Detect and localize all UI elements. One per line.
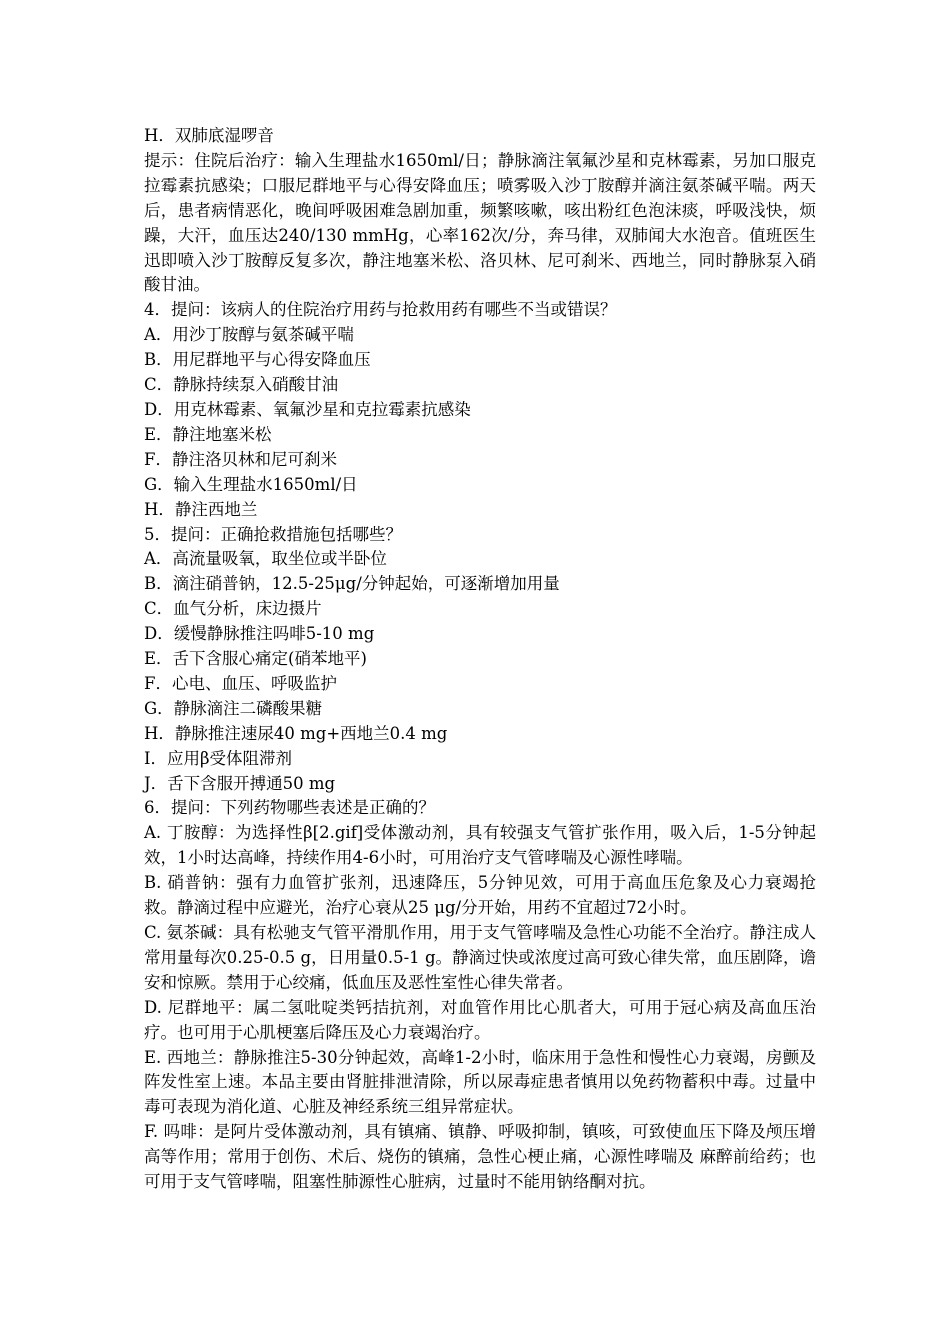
q6-option-e: E. 西地兰：静脉推注5-30分钟起效，高峰1-2小时，临床用于急性和慢性心力衰竭，房颤及阵发性室上速。本品主要由肾脏排泄清除，所以尿毒症患者慎用以免药物蓄积中毒。过量中毒可表现为消化道、心脏及神经系统三组异常症状。: [144, 1047, 816, 1117]
q4-option-g: G．输入生理盐水1650ml/日: [144, 474, 358, 494]
q6-option-a: A. 丁胺醇：为选择性β[2.gif]受体激动剂，具有较强支气管扩张作用，吸入后，1-5分钟起效，1小时达高峰，持续作用4-6小时，可用治疗支气管哮喘及心源性哮喘。: [144, 823, 816, 868]
q5-option-b: B．滴注硝普钠，12.5-25μg/分钟起始，可逐渐增加用量: [144, 574, 560, 594]
q4-option-e: E．静注地塞米松: [144, 424, 272, 444]
q4-option-d: D．用克林霉素、氧氟沙星和克拉霉素抗感染: [144, 399, 471, 419]
question-6: 6．提问：下列药物哪些表述是正确的？: [144, 798, 435, 818]
q5-option-c: C．血气分析，床边摄片: [144, 599, 322, 619]
q5-option-e: E．舌下含服心痛定(硝苯地平): [144, 649, 367, 669]
q5-option-a: A．高流量吸氧，取坐位或半卧位: [144, 549, 387, 569]
q6-option-f: F. 吗啡：是阿片受体激动剂，具有镇痛、镇静、呼吸抑制，镇咳，可致使血压下降及颅压增高等作用；常用于创伤、术后、烧伤的镇痛，急性心梗止痛，心源性哮喘及 麻醉前给药；也可用于支气管哮喘，阻塞性肺源性心脏病，过量时不能用钠络酮对抗。: [144, 1122, 816, 1192]
q6-option-c: C. 氨茶碱：具有松驰支气管平滑肌作用，用于支气管哮喘及急性心功能不全治疗。静注成人常用量每次0.25-0.5 g，日用量0.5-1 g。静滴过快或浓度过高可致心律失常，血压剧降，谵安和惊厥。禁用于心绞痛，低血压及恶性室性心律失常者。: [144, 923, 816, 992]
q5-option-j: J．舌下含服开搏通50 mg: [144, 773, 336, 793]
q4-option-a: A．用沙丁胺醇与氨茶碱平喘: [144, 325, 354, 345]
q4-option-h: H．静注西地兰: [144, 499, 258, 519]
q5-option-f: F．心电、血压、呼吸监护: [144, 673, 337, 693]
q5-option-h: H．静脉推注速尿40 mg+西地兰0.4 mg: [144, 723, 448, 743]
question-4: 4．提问：该病人的住院治疗用药与抢救用药有哪些不当或错误？: [144, 300, 617, 320]
q4-option-f: F．静注洛贝林和尼可刹米: [144, 449, 337, 469]
q6-option-b: B. 硝普钠：强有力血管扩张剂，迅速降压，5分钟见效，可用于高血压危象及心力衰竭抢救。静滴过程中应避光，治疗心衰从25 μg/分开始，用药不宜超过72小时。: [144, 873, 816, 918]
q5-option-d: D．缓慢静脉推注吗啡5-10 mg: [144, 624, 375, 644]
q5-option-g: G．静脉滴注二磷酸果糖: [144, 698, 323, 718]
option-h-bilateral-rales: H．双肺底湿啰音: [144, 126, 274, 145]
q6-option-d: D. 尼群地平：属二氢吡啶类钙拮抗剂，对血管作用比心肌者大，可用于冠心病及高血压治疗。也可用于心肌梗塞后降压及心力衰竭治疗。: [144, 997, 816, 1042]
q5-option-i: I．应用β受体阻滞剂: [144, 748, 293, 768]
q4-option-c: C．静脉持续泵入硝酸甘油: [144, 375, 339, 395]
question-5: 5．提问：正确抢救措施包括哪些？: [144, 524, 402, 544]
document-body: [144, 124, 816, 1195]
hint-paragraph: 提示：住院后治疗：输入生理盐水1650ml/日；静脉滴注氧氟沙星和克林霉素，另加口服克拉霉素抗感染；口服尼群地平与心得安降血压；喷雾吸入沙丁胺醇并滴注氨茶碱平喘。两天后，患者病情恶化，晚间呼吸困难急剧加重，频繁咳嗽，咳出粉红色泡沫痰，呼吸浅快，烦躁，大汗，血压达240/130 mmHg，心率162次/分，奔马律，双肺闻大水泡音。值班医生迅即喷入沙丁胺醇反复多次，静注地塞米松、洛贝林、尼可刹米、西地兰，同时静脉泵入硝酸甘油。: [144, 150, 816, 295]
q4-option-b: B．用尼群地平与心得安降血压: [144, 350, 371, 370]
